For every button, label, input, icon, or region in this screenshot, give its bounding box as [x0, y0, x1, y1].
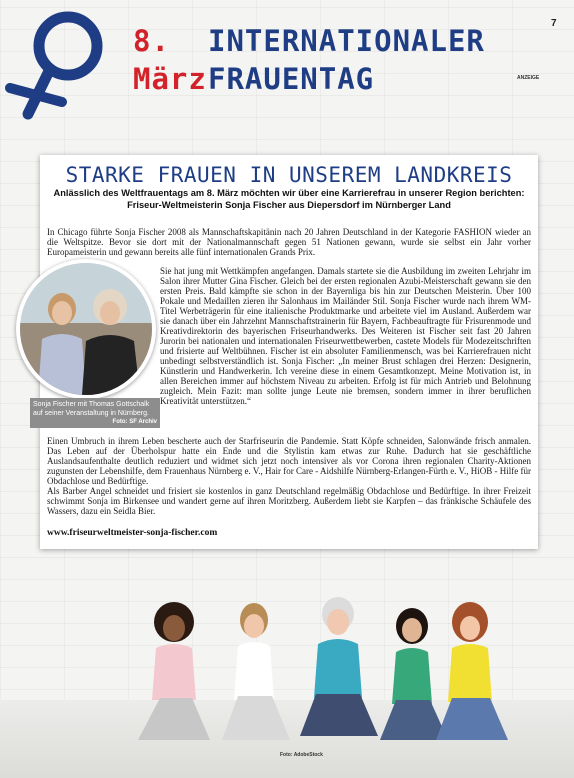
- group-of-women-illustration: [130, 590, 520, 760]
- photo-caption: [30, 398, 160, 428]
- photo-credit: Foto: SF Archiv: [112, 419, 157, 425]
- portrait-photo: [16, 259, 156, 399]
- woman-4: [380, 608, 448, 740]
- article-paragraph-2: Sie hat jung mit Wettkämpfen angefangen. Damals startete sie die Ausbildung im zweiten Lehrjahr im Salon ihrer Mutter Gina Fischer. Gleich bei der ersten regionalen Azubi-Meisterschaft gewann sie den ersten Preis. Bald kämpfte sie schon in der Bayernliga bis hin zur Deutschen Meisterin. Über 100 Pokale und Medaillen zieren ihr Salonhaus im Mailänder Stil. Sonja Fischer wurde nach ihrem WM-Titel Werbeträgerin für eine italienische Produktmarke und arbeitete viel im Ausland. Außerdem war sie danach über ein Jahrzehnt Mannschaftstrainerin für Bayern, Fachbeauftragte für Frisurenmode und Kreativdirektorin des bayerischen Friseurhandwerks. Des Weiteren ist Fischer seit fast 20 Jahren Jurorin bei nationalen und internationalen Friseurwettbewerben, castete Models für Modezeitschriften und frisierte auf Weltbühnen. Fischer ist ein absoluter Familienmensch, was bei Karrierefrauen nicht unbedingt selbstverständlich ist. Sonja Fischer: „In meiner Brust schlagen drei Herzen: Designerin, Künstlerin und Handwerkerin. Ich vereine diese in einem Gesamtkonzept. Meine Motivation ist, in allen Bereichen immer auf höchstem Niveau zu arbeiten. Erfolg ist für mich Antrieb und Belohnung zugleich. Mein Fazit: man sollte junge Leute nie bremsen, sondern immer in ihrer beruflichen Kreativität unterstützen.“: [160, 266, 531, 406]
- article-paragraph-4: Als Barber Angel schneidet und frisiert sie kostenlos in ganz Deutschland regelmäßig Obdachlose und Bedürftige. In ihrer Freizeit schwimmt Sonja im Birkensee und wandert gerne auf ihren Moritzberg. Außerdem liebt sie Karpfen – das fränkische Schäufele des Wassers, dazu ein Seidla Bier.: [47, 486, 531, 516]
- ad-label: ANZEIGE: [517, 75, 540, 81]
- article-paragraph-3: Einen Umbruch in ihrem Leben bescherte auch der Starfriseurin die Pandemie. Statt Köpfe schneiden, Salonwände frisch anmalen. Das Leben auf der Überholspur hatte ein Ende und die Stylistin kam etwas zur Ruhe. Dadurch hat sie geschäftliche Auslandsaufenthalte deutlich reduziert und widmet sich jetzt noch intensiver als vor Corona ihren regionalen Charity-Aktionen zugunsten der Lebenshilfe, dem Frauenhaus Nürnberg e. V., Hair for Care - Aidshilfe Nürnberg-Erlangen-Fürth e. V., HiOB - Hilfe für Obdachlose und Bedürftige.: [47, 436, 531, 486]
- website-link[interactable]: www.friseurweltmeister-sonja-fischer.com: [47, 528, 218, 538]
- woman-3: [300, 597, 378, 736]
- header-title-line2: FRAUENTAG: [208, 62, 375, 96]
- two-people-illustration: [20, 263, 152, 395]
- woman-1: [138, 602, 210, 740]
- header-number: 8.: [133, 24, 170, 58]
- article-subtitle: Anlässlich des Weltfrauentags am 8. März möchten wir über eine Karrierefrau in unserer Region berichten: Friseur-Weltmeisterin Sonja Fischer aus Diepersdorf im Nürnberger Land: [53, 188, 525, 210]
- woman-2: [222, 603, 290, 740]
- article-paragraph-1: In Chicago führte Sonja Fischer 2008 als Mannschaftskapitänin nach 20 Jahren Deutschland in der Kategorie FASHION wieder an die Weltspitze. Bevor sie dort mit der Nationalmannschaft gegen 51 Nationen gewann, wurde sie selbst ein Jahr vorher Europameisterin und gewann bereits alle fünf internationalen Grands Prix.: [47, 227, 531, 257]
- photo-image: [20, 263, 152, 395]
- woman-5: [436, 602, 508, 740]
- venus-symbol-icon: [4, 6, 124, 136]
- page-number: 7: [551, 18, 557, 29]
- header-title-line1: INTERNATIONALER: [208, 24, 485, 58]
- header-month: März: [133, 62, 207, 96]
- photo-caption-text: Sonja Fischer mit Thomas Gottschalk auf seiner Veranstaltung in Nürnberg.: [33, 401, 150, 417]
- article-title: STARKE FRAUEN IN UNSEREM LANDKREIS: [65, 163, 513, 187]
- bottom-photo-credit: Foto: AdobeStock: [280, 752, 323, 758]
